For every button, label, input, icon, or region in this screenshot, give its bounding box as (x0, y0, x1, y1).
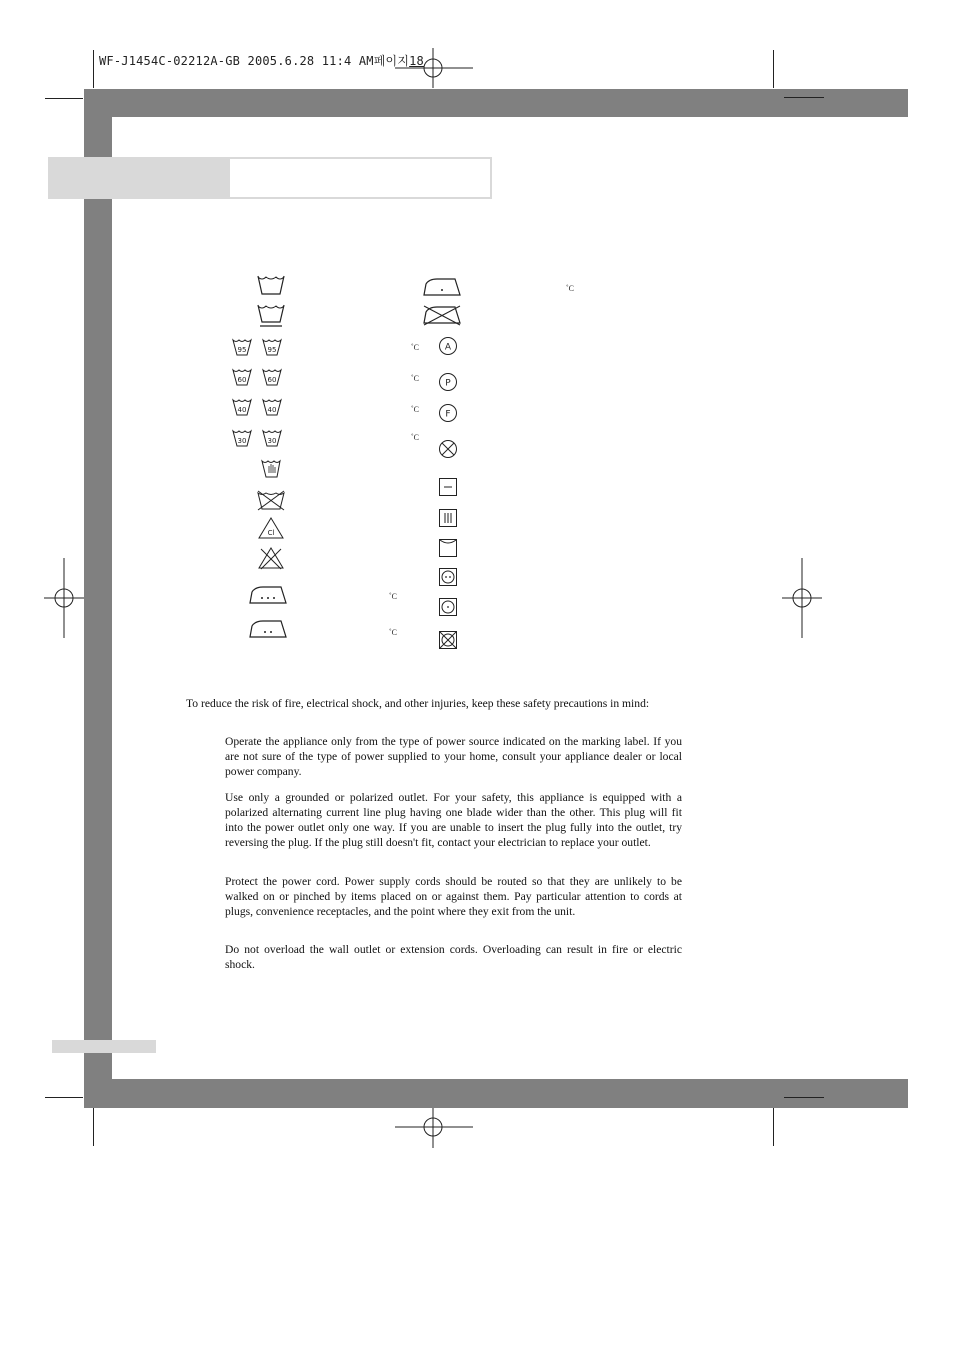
degc-wash-40: ˚C (411, 405, 419, 414)
file-name: WF-J1454C-02212A-GB (99, 54, 241, 68)
dry-clean-p-icon (437, 371, 459, 393)
degc-iron-low: ˚C (566, 284, 574, 293)
wash-40-temp: 40 (237, 406, 247, 414)
crop-mark-tl-v (93, 50, 94, 88)
wash-30-gentle-temp: 30 (267, 437, 277, 445)
wash-60-temp: 60 (237, 376, 247, 384)
wash-tub-icon (256, 274, 286, 296)
wash-40-gentle-temp: 40 (267, 406, 277, 414)
tumble-dry-normal-icon (438, 567, 458, 587)
dry-clean-f-icon (437, 402, 459, 424)
do-not-tumble-dry-icon (438, 630, 458, 650)
registration-mark-bottom (395, 1108, 473, 1148)
degc-iron-medium: ˚C (389, 628, 397, 637)
iron-high-icon (247, 584, 289, 606)
crop-mark-tr-v (773, 50, 774, 88)
dry-clean-a-icon (437, 335, 459, 357)
registration-mark-right (782, 558, 822, 638)
top-frame-bar (84, 89, 908, 117)
degc-wash-60: ˚C (411, 374, 419, 383)
print-header (99, 52, 424, 69)
dry-clean-f-label: F (445, 409, 451, 420)
dry-clean-p-label: P (445, 378, 451, 389)
dry-flat-icon (438, 477, 458, 497)
print-date: 2005.6.28 11:4 AM (247, 54, 374, 68)
precaution-power-source: Operate the appliance only from the type of power source indicated on the marking label. If you are not sure of the type of power supplied to your home, consult your appliance dealer or local power company. (225, 735, 682, 778)
wash-40-icons (231, 397, 286, 417)
crop-mark-br-h (784, 1097, 824, 1098)
section-title-shade (50, 159, 230, 197)
precaution-grounded-outlet: Use only a grounded or polarized outlet. For your safety, this appliance is equipped with a polarized alternating current line plug having one blade wider than the other. This plug will fit into the power outlet only one way. If you are unable to insert the plug fully into the outlet, try reversing the plug. If the plug still doesn't fit, contact your electrician to replace your outlet. (225, 791, 682, 849)
iron-medium-icon (247, 618, 289, 640)
wash-30-icons (231, 428, 286, 448)
tumble-dry-low-icon (438, 597, 458, 617)
page-label: 페이지 (373, 54, 410, 68)
degc-wash-95: ˚C (411, 343, 419, 352)
bottom-frame-bar (84, 1079, 908, 1108)
crop-mark-bl-h (45, 1097, 83, 1098)
do-not-wash-icon (256, 489, 286, 511)
degc-wash-30: ˚C (411, 433, 419, 442)
crop-mark-br-v (773, 1108, 774, 1146)
page-number-tab (52, 1040, 156, 1053)
line-dry-icon (438, 538, 458, 558)
do-not-iron-icon (421, 303, 463, 327)
crop-mark-tl-h (45, 98, 83, 99)
crop-mark-bl-v (93, 1108, 94, 1146)
page-number: 18 (409, 54, 424, 68)
wash-95-icons (231, 337, 286, 357)
drip-dry-icon (438, 508, 458, 528)
wash-95-gentle-temp: 95 (267, 346, 277, 354)
hand-wash-icon (260, 457, 284, 479)
degc-iron-high: ˚C (389, 592, 397, 601)
precaution-overload: Do not overload the wall outlet or extension cords. Overloading can result in fire or electric shock. (225, 943, 682, 971)
safety-intro: To reduce the risk of fire, electrical shock, and other injuries, keep these safety precautions in mind: (186, 697, 650, 710)
left-frame-bar (84, 89, 112, 1108)
precaution-power-cord: Protect the power cord. Power supply cords should be routed so that they are unlikely to be walked on or pinched by items placed on or against them. Pay particular attention to cords at plugs, convenience receptacles, and the point where they exit from the unit. (225, 875, 682, 918)
chlorine-bleach-icon (257, 516, 285, 540)
wash-60-gentle-temp: 60 (267, 376, 277, 384)
iron-low-icon (421, 276, 463, 298)
chlorine-label: Cl (267, 529, 275, 537)
wash-95-temp: 95 (237, 346, 247, 354)
do-not-dry-clean-icon (437, 438, 459, 460)
dry-clean-a-label: A (444, 342, 452, 353)
crop-mark-tr-h (784, 97, 824, 98)
gentle-wash-tub-icon (256, 303, 286, 328)
wash-60-icons (231, 367, 286, 387)
do-not-bleach-icon (257, 546, 285, 570)
registration-mark-left (44, 558, 84, 638)
section-title-box (48, 157, 492, 199)
wash-30-temp: 30 (237, 437, 247, 445)
